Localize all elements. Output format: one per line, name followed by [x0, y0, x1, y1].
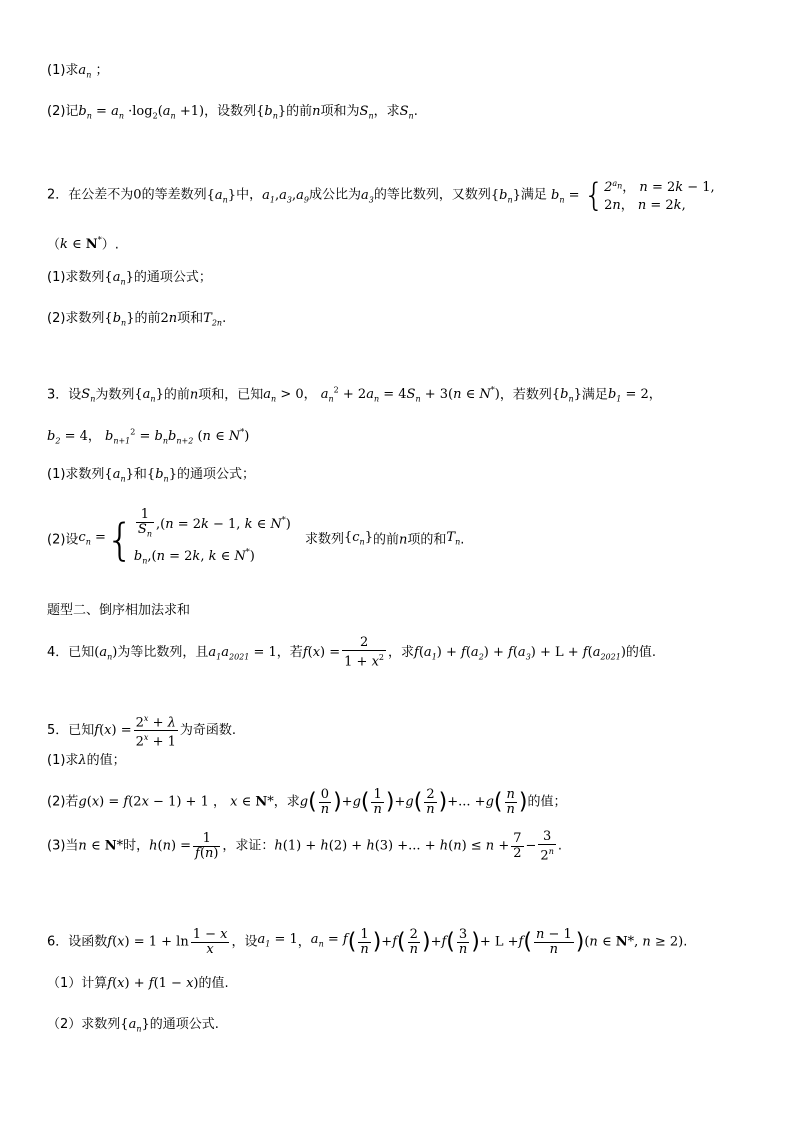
q2-cond — [47, 232, 119, 254]
text: 满足 — [520, 187, 547, 203]
math: f — [441, 934, 447, 950]
math: $b_1 = 2$， — [607, 387, 662, 404]
text: 的前 — [134, 311, 161, 326]
math: 2n — [160, 311, 178, 326]
text: 的通项公式； — [133, 270, 212, 285]
text: 的值； — [527, 794, 567, 810]
text: 项和为 — [320, 104, 360, 119]
text: (1)求 — [47, 63, 79, 78]
text: （1）计算 — [47, 976, 108, 991]
text: . — [460, 532, 465, 548]
text: 的等比数列，又数列 — [373, 187, 491, 203]
math: $\{b_n\}$ — [104, 311, 135, 328]
q2-lead — [47, 175, 715, 215]
math: $b_2 = 4$， $b_{n+1}^2 = b_nb_{n+2}$ (n ∈ N*) — [47, 428, 250, 446]
math: g — [405, 794, 414, 810]
math: $T_n$ — [446, 529, 461, 547]
paren: ( — [413, 789, 423, 815]
q3-cond — [47, 424, 249, 451]
math: f(x) + f(1 − x) — [107, 976, 199, 991]
math: $c_n$ = — [78, 529, 106, 547]
text: ，求证： — [222, 838, 275, 854]
math: $a_1,a_3,a_9$ — [262, 187, 309, 205]
paren: ( — [308, 789, 317, 815]
math: h(1) + h(2) + h(3) +... + h(n) ≤ n + — [274, 838, 510, 854]
math: +... + — [447, 794, 486, 810]
math: f — [518, 934, 524, 950]
fraction: $\frac{1 - x}{x}$ — [192, 927, 228, 957]
text: 2．在公差不为 — [47, 187, 134, 203]
math: $\{a_n\}$ — [206, 187, 237, 205]
text: 满足 — [581, 387, 608, 403]
math: $a_3$ — [360, 187, 374, 205]
text: (2)求数列 — [47, 311, 105, 326]
text: ， — [297, 934, 311, 950]
brace: { — [583, 176, 605, 215]
text: ）. — [101, 237, 119, 253]
math: (n ∈ N*, n ≥ 2) — [584, 934, 684, 950]
q6-part1 — [47, 975, 229, 993]
paren: ( — [397, 929, 406, 955]
text: 4．已知 — [47, 645, 95, 661]
text: (1)求 — [47, 753, 79, 768]
q5-lead — [47, 712, 236, 750]
math: $\{b_n\}$ — [551, 387, 582, 404]
math: $\{a_n\}$ — [120, 1017, 150, 1034]
math: $\{b_n\}$ — [490, 187, 521, 205]
text: . — [222, 311, 227, 326]
math: + — [381, 934, 393, 950]
text: . — [557, 838, 562, 854]
paren: ) — [385, 789, 395, 815]
fraction: $\frac{3}{2^n}$ — [540, 829, 554, 864]
math: $a_n = f$ — [310, 932, 348, 949]
fraction: $\frac{7}{2}$ — [513, 831, 522, 862]
q5-part1 — [47, 752, 126, 770]
section-title: 题型二、倒序相加法求和 — [47, 603, 191, 618]
q2-part2 — [47, 310, 226, 333]
math: 0 — [133, 187, 142, 203]
text: ，若 — [276, 645, 303, 661]
math: f(x) = — [94, 722, 132, 738]
math: + — [394, 794, 406, 810]
math: $\{a_n\}$ — [104, 467, 134, 484]
fraction: $\frac{1}{f(n)}$ — [195, 831, 219, 862]
piecewise: $2^{a_n}$， n = 2k − 1, 2n， n = 2k, — [604, 179, 715, 214]
paren: ) — [518, 789, 528, 815]
text: （2）求数列 — [47, 1017, 121, 1032]
piecewise: $\frac{1}{S_n}$ ,(n = 2k − 1, k ∈ N*) $b_n,(n = 2k$, k ∈ N*) — [133, 507, 291, 566]
math: $S_n$ — [359, 104, 374, 121]
math: h(n) = — [149, 838, 192, 854]
fraction: $\frac{2}{1 + x^2}$ — [344, 635, 385, 670]
text: (2)设 — [47, 532, 79, 548]
text: . — [413, 104, 418, 119]
text: ，设数列 — [204, 104, 257, 119]
q5-part3 — [47, 830, 562, 863]
paren: ) — [471, 929, 480, 955]
paren: ( — [446, 929, 455, 955]
text: . — [683, 934, 688, 950]
paren: ) — [333, 789, 342, 815]
math: $\{b_n\}$ — [146, 467, 177, 484]
brace: { — [105, 514, 134, 566]
math: $S_n$ — [81, 387, 96, 404]
fraction: $\frac{2}{n}$ — [426, 787, 435, 817]
text: ，求 — [373, 104, 400, 119]
text: 的值. — [625, 645, 657, 661]
math: f(x) = — [302, 645, 341, 661]
math: g(x) = f(2x − 1) + 1 ， x ∈ N* — [78, 794, 274, 810]
text: (1)求数列 — [47, 467, 105, 482]
math: λ — [78, 753, 87, 768]
paren: ( — [493, 789, 503, 815]
math: $\{b_n\}$ — [256, 104, 287, 121]
math: k ∈ N* — [60, 236, 102, 253]
math: $a_1 = 1$ — [257, 932, 298, 949]
math: $a_n > 0$， $a_n^2 + 2a_n = 4S_n + 3(n$ ∈ N*) — [263, 386, 500, 404]
text: 中， — [236, 187, 263, 203]
text: ，设 — [231, 934, 258, 950]
q1-part1 — [47, 62, 109, 85]
math: $b_n$ = — [551, 187, 580, 205]
text: 的前 — [163, 387, 190, 403]
text: 项和 — [177, 311, 204, 326]
q3-part2 — [47, 508, 464, 573]
paren: ) — [421, 929, 431, 955]
text: 的值； — [86, 753, 126, 768]
text: 6．设函数 — [47, 934, 108, 950]
q3-part1 — [47, 466, 255, 489]
text: 的通项公式. — [149, 1017, 219, 1032]
text: ； — [95, 63, 109, 78]
paren: ( — [523, 929, 532, 955]
paren: ( — [360, 789, 370, 815]
paren: ) — [438, 789, 448, 815]
fraction: $\frac{1}{n}$ — [373, 787, 382, 817]
text: （ — [47, 237, 61, 253]
math: $\{a_n\}$ — [104, 270, 134, 287]
math: $f(a_1) + f(a_2) + f(a_3) + L + f(a_{2021})$ — [414, 645, 626, 662]
text: 的前 — [286, 104, 313, 119]
text: 求数列 — [304, 532, 344, 548]
fraction: $\frac{2^x + \lambda}{2^x + 1}$ — [135, 714, 176, 750]
math: f(x) = 1 + ln — [107, 934, 189, 950]
text: (2)若 — [47, 794, 79, 810]
fraction: $\frac{1}{n}$ — [360, 927, 369, 957]
text: 为等比数列，且 — [117, 645, 209, 661]
math: f — [392, 934, 397, 950]
math: $a_n$ — [78, 63, 92, 80]
q5-part2 — [47, 788, 566, 817]
math: $a_1a_{2021} = 1$ — [208, 645, 277, 662]
math: g — [299, 794, 309, 810]
text: ，求 — [273, 794, 300, 810]
q6-lead — [47, 928, 687, 957]
math: $\{c_n\}$ — [343, 529, 373, 547]
math: n — [189, 387, 199, 403]
math: − — [525, 838, 537, 854]
math: n — [399, 532, 408, 548]
text: (3)当 — [47, 838, 79, 854]
text: 项的和 — [407, 532, 447, 548]
paren: ( — [347, 929, 357, 955]
text: 的前 — [372, 532, 399, 548]
fraction: $\frac{n - 1}{n}$ — [535, 927, 572, 957]
fraction: $\frac{3}{n}$ — [458, 927, 468, 957]
math: $b_n = a_n \cdot\log_2(a_n +1)$ — [78, 104, 205, 121]
text: 成公比为 — [308, 187, 361, 203]
math: $T_{2n}$ — [203, 311, 223, 328]
text: 的通项公式； — [176, 467, 255, 482]
text: (1)求数列 — [47, 270, 105, 285]
q1-part2 — [47, 103, 418, 126]
paren: ) — [575, 929, 585, 955]
paren: ) — [372, 929, 382, 955]
text: 3．设 — [47, 387, 82, 403]
math: + L + — [479, 934, 519, 950]
fraction: $\frac{0}{n}$ — [320, 787, 330, 817]
text: 的等差数列 — [141, 187, 207, 203]
q4 — [47, 636, 656, 669]
math: g — [485, 794, 494, 810]
q3-lead — [47, 382, 662, 409]
text: 为奇函数. — [179, 722, 236, 738]
math: $\{a_n\}$ — [134, 387, 164, 404]
q2-part1 — [47, 269, 212, 292]
math: $S_n$ — [399, 104, 414, 121]
text: 5．已知 — [47, 722, 95, 738]
math: n — [312, 104, 321, 119]
text: 和 — [133, 467, 147, 482]
text: ，求 — [388, 645, 415, 661]
text: ，若数列 — [499, 387, 552, 403]
fraction: $\frac{2}{n}$ — [409, 927, 418, 957]
math: n ∈ N* — [78, 838, 124, 854]
text: 时， — [123, 838, 150, 854]
math: $(a_n)$ — [94, 645, 118, 662]
q6-part2 — [47, 1016, 219, 1039]
fraction: $\frac{n}{n}$ — [506, 787, 515, 817]
text: 的值. — [198, 976, 229, 991]
math: + — [341, 794, 353, 810]
text: 项和，已知 — [198, 387, 264, 403]
text: 为数列 — [95, 387, 135, 403]
text: (2)记 — [47, 104, 79, 119]
math: g — [352, 794, 361, 810]
math: + — [430, 934, 442, 950]
